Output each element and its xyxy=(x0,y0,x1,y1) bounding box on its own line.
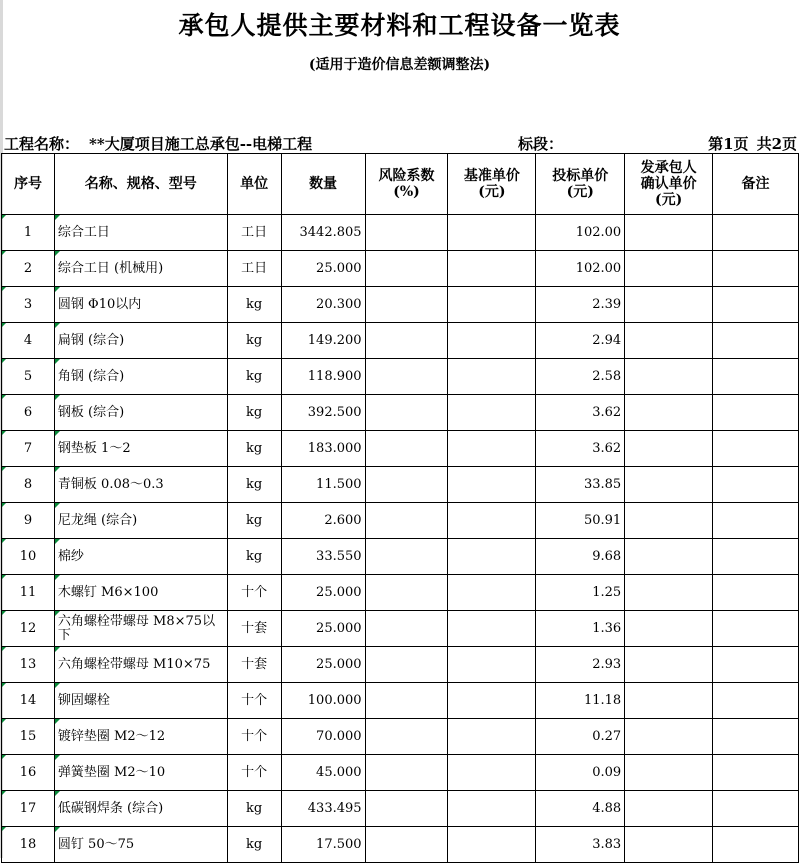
table-row xyxy=(2,395,799,431)
cell-name[interactable]: 低碳钢焊条 (综合) xyxy=(54,791,227,827)
section-label: 标段： xyxy=(518,135,564,153)
cell-bid-price[interactable]: 4.88 xyxy=(536,791,625,827)
cell-name[interactable]: 铆固螺栓 xyxy=(54,683,227,719)
cell-confirm-price[interactable] xyxy=(625,359,713,395)
cell-risk[interactable] xyxy=(365,683,448,719)
cell-no[interactable]: 17 xyxy=(2,791,55,827)
cell-confirm-price[interactable] xyxy=(625,719,713,755)
cell-qty[interactable]: 11.500 xyxy=(281,467,365,503)
cell-name[interactable]: 尼龙绳 (综合) xyxy=(54,503,227,539)
table-row xyxy=(2,827,799,863)
cell-risk[interactable] xyxy=(365,251,448,287)
cell-confirm-price[interactable] xyxy=(625,575,713,611)
cell-qty[interactable]: 45.000 xyxy=(281,755,365,791)
cell-risk[interactable] xyxy=(365,287,448,323)
cell-name[interactable]: 扁钢 (综合) xyxy=(54,323,227,359)
cell-note[interactable] xyxy=(713,467,799,503)
cell-risk[interactable] xyxy=(365,503,448,539)
table-row xyxy=(2,539,799,575)
cell-risk[interactable] xyxy=(365,755,448,791)
cell-no[interactable]: 2 xyxy=(2,251,55,287)
header-unit[interactable]: 单位 xyxy=(227,154,281,215)
cell-qty[interactable]: 25.000 xyxy=(281,611,365,647)
cell-confirm-price[interactable] xyxy=(625,683,713,719)
cell-name[interactable]: 六角螺栓带螺母 M10×75 xyxy=(54,647,227,683)
cell-qty[interactable]: 70.000 xyxy=(281,719,365,755)
cell-confirm-price[interactable] xyxy=(625,215,713,251)
cell-note[interactable] xyxy=(713,791,799,827)
page-indicator xyxy=(708,133,797,153)
cell-name[interactable]: 钢垫板 1～2 xyxy=(54,431,227,467)
cell-bid-price[interactable]: 2.39 xyxy=(536,287,625,323)
cell-unit[interactable]: 工日 xyxy=(227,251,281,287)
table-row xyxy=(2,287,799,323)
cell-risk[interactable] xyxy=(365,323,448,359)
cell-note[interactable] xyxy=(713,251,799,287)
cell-bid-price[interactable]: 9.68 xyxy=(536,539,625,575)
cell-name[interactable]: 六角螺栓带螺母 M8×75以下 xyxy=(54,611,227,647)
cell-base-price[interactable] xyxy=(448,395,536,431)
cell-bid-price[interactable]: 2.93 xyxy=(536,647,625,683)
project-label: 工程名称： xyxy=(4,135,80,153)
cell-no[interactable]: 3 xyxy=(2,287,55,323)
cell-qty[interactable]: 392.500 xyxy=(281,395,365,431)
cell-unit[interactable]: 十个 xyxy=(227,719,281,755)
cell-risk[interactable] xyxy=(365,827,448,863)
cell-base-price[interactable] xyxy=(448,827,536,863)
cell-bid-price[interactable]: 2.58 xyxy=(536,359,625,395)
cell-confirm-price[interactable] xyxy=(625,755,713,791)
cell-no[interactable]: 11 xyxy=(2,575,55,611)
cell-bid-price[interactable]: 0.09 xyxy=(536,755,625,791)
cell-bid-price[interactable]: 102.00 xyxy=(536,251,625,287)
table-row xyxy=(2,467,799,503)
table-row xyxy=(2,611,799,647)
cell-risk[interactable] xyxy=(365,395,448,431)
cell-note[interactable] xyxy=(713,359,799,395)
table-row xyxy=(2,755,799,791)
cell-note[interactable] xyxy=(713,683,799,719)
project-name: **大厦项目施工总承包--电梯工程 xyxy=(89,135,313,153)
cell-name[interactable]: 弹簧垫圈 M2～10 xyxy=(54,755,227,791)
cell-name[interactable]: 镀锌垫圈 M2～12 xyxy=(54,719,227,755)
cell-note[interactable] xyxy=(713,215,799,251)
cell-bid-price[interactable]: 33.85 xyxy=(536,467,625,503)
cell-bid-price[interactable]: 102.00 xyxy=(536,215,625,251)
cell-note[interactable] xyxy=(713,827,799,863)
cell-name[interactable]: 综合工日 (机械用) xyxy=(54,251,227,287)
header-no[interactable]: 序号 xyxy=(2,154,55,215)
cell-qty[interactable]: 3442.805 xyxy=(281,215,365,251)
cell-name[interactable]: 圆钉 50～75 xyxy=(54,827,227,863)
cell-no[interactable]: 8 xyxy=(2,467,55,503)
sheet-title: 承包人提供主要材料和工程设备一览表 xyxy=(178,11,621,40)
cell-bid-price[interactable]: 1.25 xyxy=(536,575,625,611)
table-header-row xyxy=(2,154,799,215)
cell-base-price[interactable] xyxy=(448,611,536,647)
table-row xyxy=(2,431,799,467)
cell-no[interactable]: 15 xyxy=(2,719,55,755)
cell-qty[interactable]: 433.495 xyxy=(281,791,365,827)
cell-no[interactable]: 13 xyxy=(2,647,55,683)
cell-bid-price[interactable]: 3.83 xyxy=(536,827,625,863)
cell-confirm-price[interactable] xyxy=(625,611,713,647)
table-row xyxy=(2,791,799,827)
cell-base-price[interactable] xyxy=(448,503,536,539)
cell-qty[interactable]: 25.000 xyxy=(281,647,365,683)
cell-unit[interactable]: kg xyxy=(227,503,281,539)
cell-unit[interactable]: kg xyxy=(227,287,281,323)
cell-unit[interactable]: 十套 xyxy=(227,611,281,647)
cell-unit[interactable]: kg xyxy=(227,431,281,467)
cell-qty[interactable]: 149.200 xyxy=(281,323,365,359)
page-total: 共2页 xyxy=(756,135,797,153)
cell-no[interactable]: 16 xyxy=(2,755,55,791)
cell-base-price[interactable] xyxy=(448,575,536,611)
cell-bid-price[interactable]: 0.27 xyxy=(536,719,625,755)
cell-name[interactable]: 综合工日 xyxy=(54,215,227,251)
cell-unit[interactable]: kg xyxy=(227,791,281,827)
cell-risk[interactable] xyxy=(365,467,448,503)
cell-name[interactable]: 木螺钉 M6×100 xyxy=(54,575,227,611)
header-name[interactable]: 名称、规格、型号 xyxy=(54,154,227,215)
cell-no[interactable]: 1 xyxy=(2,215,55,251)
cell-qty[interactable]: 25.000 xyxy=(281,575,365,611)
cell-unit[interactable]: 十个 xyxy=(227,755,281,791)
cell-base-price[interactable] xyxy=(448,287,536,323)
table-row xyxy=(2,575,799,611)
cell-note[interactable] xyxy=(713,503,799,539)
cell-bid-price[interactable]: 2.94 xyxy=(536,323,625,359)
cell-note[interactable] xyxy=(713,719,799,755)
cell-risk[interactable] xyxy=(365,359,448,395)
cell-confirm-price[interactable] xyxy=(625,251,713,287)
project-info xyxy=(4,133,312,153)
cell-risk[interactable] xyxy=(365,791,448,827)
cell-name[interactable]: 钢板 (综合) xyxy=(54,395,227,431)
cell-no[interactable]: 14 xyxy=(2,683,55,719)
cell-no[interactable]: 9 xyxy=(2,503,55,539)
cell-no[interactable]: 12 xyxy=(2,611,55,647)
table-row xyxy=(2,503,799,539)
cell-risk[interactable] xyxy=(365,611,448,647)
cell-unit[interactable]: kg xyxy=(227,359,281,395)
cell-confirm-price[interactable] xyxy=(625,539,713,575)
cell-note[interactable] xyxy=(713,323,799,359)
cell-name[interactable]: 角钢 (综合) xyxy=(54,359,227,395)
table-row xyxy=(2,359,799,395)
cell-unit[interactable]: kg xyxy=(227,467,281,503)
cell-name[interactable]: 棉纱 xyxy=(54,539,227,575)
cell-bid-price[interactable]: 11.18 xyxy=(536,683,625,719)
cell-no[interactable]: 18 xyxy=(2,827,55,863)
cell-note[interactable] xyxy=(713,611,799,647)
cell-no[interactable]: 5 xyxy=(2,359,55,395)
cell-note[interactable] xyxy=(713,395,799,431)
table-row xyxy=(2,647,799,683)
cell-confirm-price[interactable] xyxy=(625,503,713,539)
cell-no[interactable]: 10 xyxy=(2,539,55,575)
cell-risk[interactable] xyxy=(365,431,448,467)
cell-unit[interactable]: 十套 xyxy=(227,647,281,683)
cell-bid-price[interactable]: 50.91 xyxy=(536,503,625,539)
cell-unit[interactable]: kg xyxy=(227,539,281,575)
cell-name[interactable]: 青铜板 0.08～0.3 xyxy=(54,467,227,503)
cell-no[interactable]: 4 xyxy=(2,323,55,359)
cell-note[interactable] xyxy=(713,431,799,467)
sheet-subtitle: (适用于造价信息差额调整法) xyxy=(308,57,491,73)
table-row xyxy=(2,323,799,359)
cell-note[interactable] xyxy=(713,647,799,683)
cell-base-price[interactable] xyxy=(448,719,536,755)
header-risk[interactable]: 风险系数 (%) xyxy=(365,154,448,215)
table-row xyxy=(2,251,799,287)
cell-qty[interactable]: 100.000 xyxy=(281,683,365,719)
cell-qty[interactable]: 183.000 xyxy=(281,431,365,467)
cell-qty[interactable]: 20.300 xyxy=(281,287,365,323)
cell-note[interactable] xyxy=(713,539,799,575)
cell-base-price[interactable] xyxy=(448,647,536,683)
cell-base-price[interactable] xyxy=(448,251,536,287)
cell-unit[interactable]: kg xyxy=(227,395,281,431)
cell-confirm-price[interactable] xyxy=(625,287,713,323)
table-row xyxy=(2,719,799,755)
cell-base-price[interactable] xyxy=(448,215,536,251)
header-base-price[interactable]: 基准单价 (元) xyxy=(448,154,536,215)
cell-risk[interactable] xyxy=(365,575,448,611)
table-row xyxy=(2,215,799,251)
header-bid-price[interactable]: 投标单价 (元) xyxy=(536,154,625,215)
cell-risk[interactable] xyxy=(365,539,448,575)
cell-base-price[interactable] xyxy=(448,323,536,359)
cell-bid-price[interactable]: 3.62 xyxy=(536,431,625,467)
header-confirm-price[interactable]: 发承包人 确认单价 (元) xyxy=(625,154,713,215)
cell-no[interactable]: 6 xyxy=(2,395,55,431)
table-row xyxy=(2,683,799,719)
cell-base-price[interactable] xyxy=(448,359,536,395)
cell-unit[interactable]: 十个 xyxy=(227,683,281,719)
cell-qty[interactable]: 25.000 xyxy=(281,251,365,287)
cell-confirm-price[interactable] xyxy=(625,791,713,827)
cell-qty[interactable]: 118.900 xyxy=(281,359,365,395)
cell-qty[interactable]: 17.500 xyxy=(281,827,365,863)
materials-table xyxy=(1,153,799,863)
cell-confirm-price[interactable] xyxy=(625,827,713,863)
cell-unit[interactable]: 十个 xyxy=(227,575,281,611)
cell-qty[interactable]: 33.550 xyxy=(281,539,365,575)
cell-note[interactable] xyxy=(713,575,799,611)
cell-unit[interactable]: kg xyxy=(227,323,281,359)
cell-no[interactable]: 7 xyxy=(2,431,55,467)
cell-bid-price[interactable]: 3.62 xyxy=(536,395,625,431)
cell-base-price[interactable] xyxy=(448,683,536,719)
cell-base-price[interactable] xyxy=(448,431,536,467)
cell-qty[interactable]: 2.600 xyxy=(281,503,365,539)
cell-unit[interactable]: kg xyxy=(227,827,281,863)
cell-base-price[interactable] xyxy=(448,467,536,503)
cell-confirm-price[interactable] xyxy=(625,323,713,359)
cell-name[interactable]: 圆钢 Φ10以内 xyxy=(54,287,227,323)
cell-confirm-price[interactable] xyxy=(625,647,713,683)
page-number: 第1页 xyxy=(708,135,749,153)
cell-note[interactable] xyxy=(713,755,799,791)
cell-confirm-price[interactable] xyxy=(625,395,713,431)
cell-base-price[interactable] xyxy=(448,755,536,791)
cell-bid-price[interactable]: 1.36 xyxy=(536,611,625,647)
cell-risk[interactable] xyxy=(365,215,448,251)
header-note[interactable]: 备注 xyxy=(713,154,799,215)
section-info xyxy=(518,133,563,153)
cell-base-price[interactable] xyxy=(448,539,536,575)
cell-base-price[interactable] xyxy=(448,791,536,827)
cell-confirm-price[interactable] xyxy=(625,431,713,467)
cell-unit[interactable]: 工日 xyxy=(227,215,281,251)
cell-risk[interactable] xyxy=(365,647,448,683)
cell-confirm-price[interactable] xyxy=(625,467,713,503)
cell-risk[interactable] xyxy=(365,719,448,755)
cell-note[interactable] xyxy=(713,287,799,323)
header-qty[interactable]: 数量 xyxy=(281,154,365,215)
